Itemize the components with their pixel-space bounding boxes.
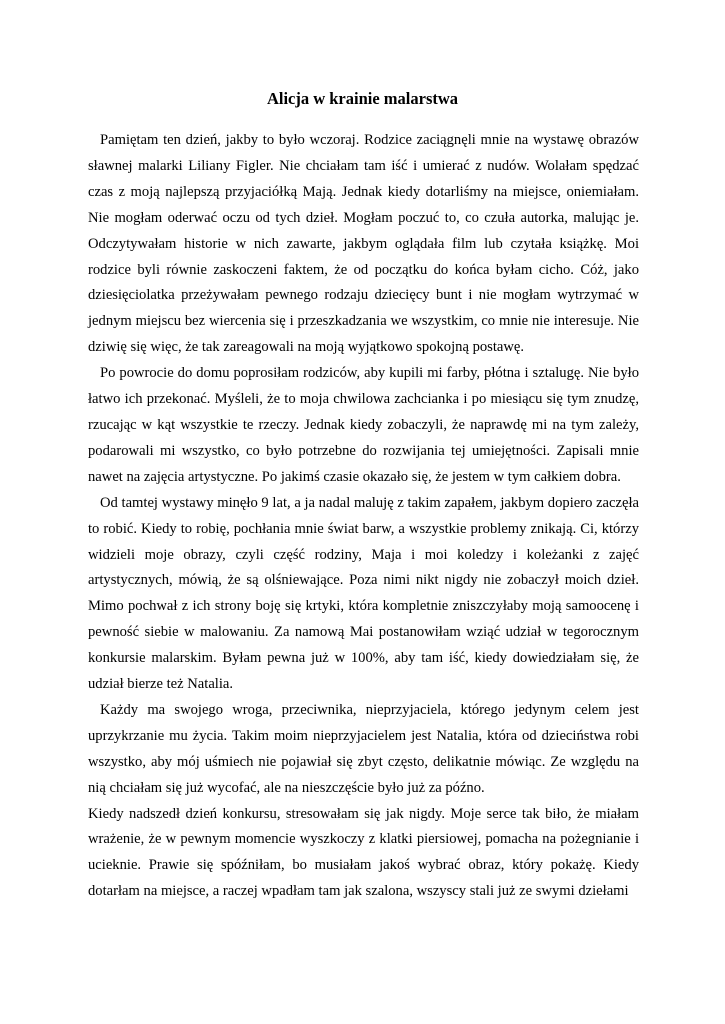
paragraph-2: Po powrocie do domu poprosiłam rodziców, aby kupili mi farby, płótna i sztalugę. Nie było łatwo ich przekonać. Myśleli, że to moja chwilowa zachcianka i po miesiącu się tym znudzę, rzucając w kąt wszystkie te rzeczy. Jednak kiedy zobaczyli, że naprawdę mi na tym zależy, podarowali mi wszystko, co było potrzebne do rozwijania tej umiejętności. Zapisali mnie nawet na zajęcia artystyczne. Po jakimś czasie okazało się, że jestem w tym całkiem dobra. [88,365,639,485]
paragraph-4: Każdy ma swojego wroga, przeciwnika, nieprzyjaciela, którego jedynym celem jest uprzykrzanie mu życia. Takim moim nieprzyjacielem jest Natalia, która od dzieciństwa robi wszystko, aby mój uśmiech nie pojawiał się zbyt często, delikatnie mówiąc. Ze względu na nią chciałam się już wycofać, ale na nieszczęście było już za późno. [88,701,639,796]
document-body [88,128,639,905]
paragraph-1: Pamiętam ten dzień, jakby to było wczoraj. Rodzice zaciągnęli mnie na wystawę obrazów sławnej malarki Liliany Figler. Nie chciałam tam iść i umierać z nudów. Wolałam spędzać czas z moją najlepszą przyjaciółką Mają. Jednak kiedy dotarliśmy na miejsce, oniemiałam. Nie mogłam oderwać oczu od tych dzieł. Mogłam poczuć to, co czuła autorka, malując je. Odczytywałam historie w nich zawarte, jakbym oglądała film lub czytała książkę. Moi rodzice byli równie zaskoczeni faktem, że od początku do końca byłam cicho. Cóż, jako dziesięciolatka przeżywałam pewnego rodzaju dziecięcy bunt i nie mogłam wytrzymać w jednym miejscu bez wiercenia się i przeszkadzania we wszystkim, co mnie nie interesuje. Nie dziwię się więc, że tak zareagowali na moją wyjątkowo spokojną postawę. [88,132,639,356]
paragraph-3: Od tamtej wystawy minęło 9 lat, a ja nadal maluję z takim zapałem, jakbym dopiero zaczęła to robić. Kiedy to robię, pochłania mnie świat barw, a wszystkie problemy znikają. Ci, którzy widzieli moje obrazy, czyli część rodziny, Maja i moi koledzy i koleżanki z zajęć artystycznych, mówią, że są olśniewające. Poza nimi nikt nigdy nie zobaczył moich dzieł. Mimo pochwał z ich strony boję się krtyki, która kompletnie zniszczyłaby moją samoocenę i pewność siebie w malowaniu. Za namową Mai postanowiłam wziąć udział w tegorocznym konkursie malarskim. Byłam pewna już w 100%, aby tam iść, kiedy dowiedziałam się, że udział bierze też Natalia. [88,494,639,693]
paragraph-5: Kiedy nadszedł dzień konkursu, stresowałam się jak nigdy. Moje serce tak biło, że miałam wrażenie, że w pewnym momencie wyszkoczy z klatki piersiowej, pomacha na pożegnianie i ucieknie. Prawie się spóźniłam, bo musiałam jakoś wybrać obraz, który pokażę. Kiedy dotarłam na miejsce, a raczej wpadłam tam jak szalona, wszyscy stali już ze swymi dziełami [88,805,639,900]
document-title: Alicja w krainie malarstwa [266,89,459,108]
